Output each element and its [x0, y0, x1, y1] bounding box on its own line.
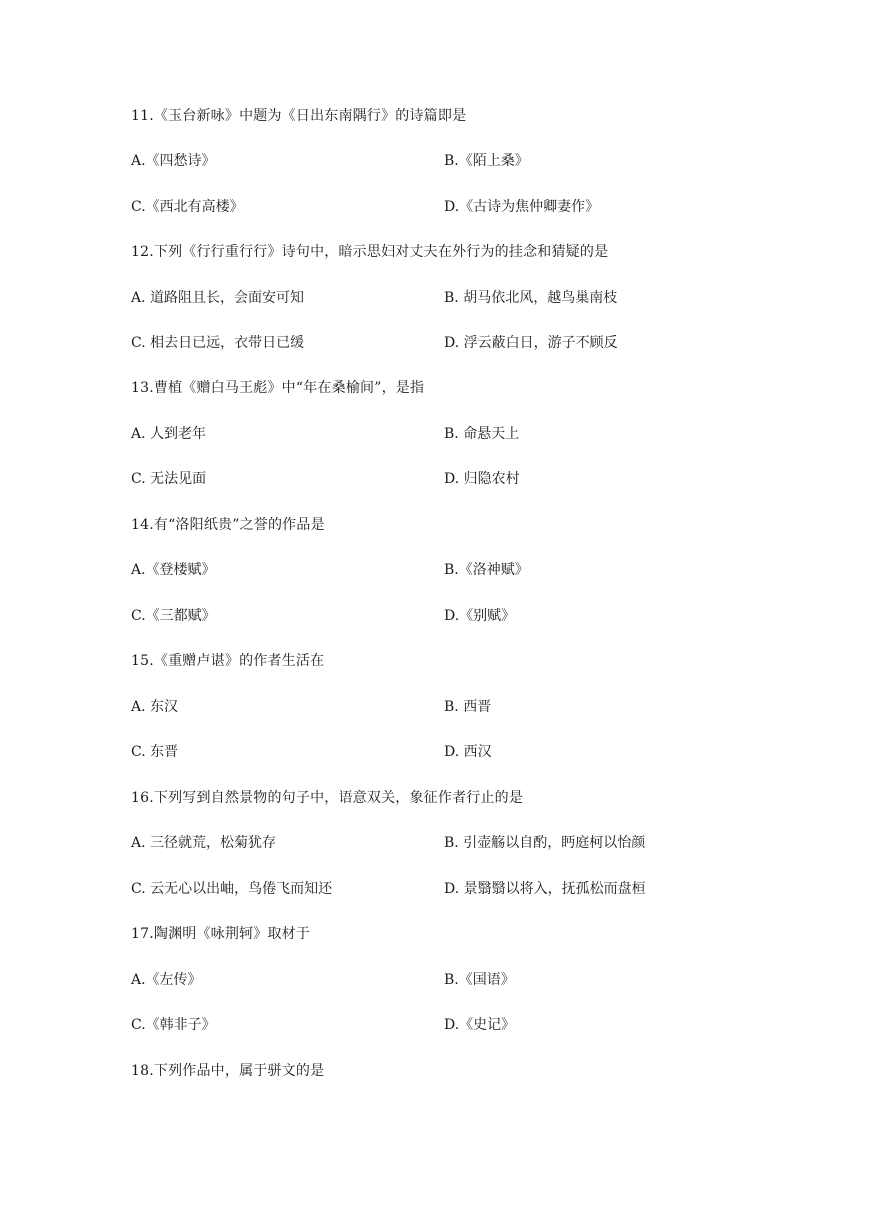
option-row-17-2: [131, 1014, 751, 1036]
option-17-a: A.《左传》: [131, 972, 202, 988]
option-13-d: D. 归隐农村: [444, 471, 520, 487]
option-14-c: C.《三都赋》: [131, 608, 216, 624]
option-row-11-1: [131, 150, 751, 172]
option-11-a: A.《四愁诗》: [131, 153, 216, 169]
option-15-b: B. 西晋: [444, 699, 492, 715]
option-15-d: D. 西汉: [444, 744, 492, 760]
option-15-c: C. 东晋: [131, 744, 179, 760]
question-stem-14: 14.有“洛阳纸贵”之誉的作品是: [131, 517, 325, 533]
option-16-c: C. 云无心以出岫，鸟倦飞而知还: [131, 881, 333, 897]
question-stem-17: 17.陶渊明《咏荆轲》取材于: [131, 926, 311, 942]
question-stem-13: 13.曹植《赠白马王彪》中“年在桑榆间”，是指: [131, 380, 425, 396]
option-15-a: A. 东汉: [131, 699, 179, 715]
option-row-16-2: [131, 878, 751, 900]
option-12-c: C. 相去日已远，衣带日已缓: [131, 335, 305, 351]
question-stem-18: 18.下列作品中，属于骈文的是: [131, 1063, 325, 1079]
option-16-b: B. 引壶觞以自酌，眄庭柯以怡颜: [444, 835, 646, 851]
option-row-14-2: [131, 605, 751, 627]
option-row-15-2: [131, 741, 751, 763]
option-row-12-2: [131, 332, 751, 354]
option-17-b: B.《国语》: [444, 972, 515, 988]
option-row-17-1: [131, 969, 751, 991]
option-row-11-2: [131, 196, 751, 218]
option-14-a: A.《登楼赋》: [131, 562, 216, 578]
question-stem-16: 16.下列写到自然景物的句子中，语意双关，象征作者行止的是: [131, 790, 524, 806]
option-14-b: B.《洛神赋》: [444, 562, 529, 578]
option-11-b: B.《陌上桑》: [444, 153, 529, 169]
option-row-15-1: [131, 696, 751, 718]
option-row-13-1: [131, 423, 751, 445]
option-13-c: C. 无法见面: [131, 471, 207, 487]
option-row-13-2: [131, 468, 751, 490]
option-row-12-1: [131, 287, 751, 309]
option-12-b: B. 胡马依北风，越鸟巢南枝: [444, 290, 618, 306]
option-17-d: D.《史记》: [444, 1017, 516, 1033]
option-13-b: B. 命悬天上: [444, 426, 520, 442]
option-12-a: A. 道路阻且长，会面安可知: [131, 290, 305, 306]
option-11-c: C.《西北有高楼》: [131, 199, 244, 215]
option-11-d: D.《古诗为焦仲卿妻作》: [444, 199, 600, 215]
option-13-a: A. 人到老年: [131, 426, 207, 442]
question-stem-12: 12.下列《行行重行行》诗句中，暗示思妇对丈夫在外行为的挂念和猜疑的是: [131, 244, 609, 260]
option-row-16-1: [131, 832, 751, 854]
option-17-c: C.《韩非子》: [131, 1017, 216, 1033]
option-row-14-1: [131, 559, 751, 581]
question-stem-15: 15.《重赠卢谌》的作者生活在: [131, 653, 325, 669]
option-12-d: D. 浮云蔽白日，游子不顾反: [444, 335, 618, 351]
option-14-d: D.《别赋》: [444, 608, 516, 624]
option-16-a: A. 三径就荒，松菊犹存: [131, 835, 277, 851]
question-stem-11: 11.《玉台新咏》中题为《日出东南隅行》的诗篇即是: [131, 108, 467, 124]
option-16-d: D. 景翳翳以将入，抚孤松而盘桓: [444, 881, 646, 897]
